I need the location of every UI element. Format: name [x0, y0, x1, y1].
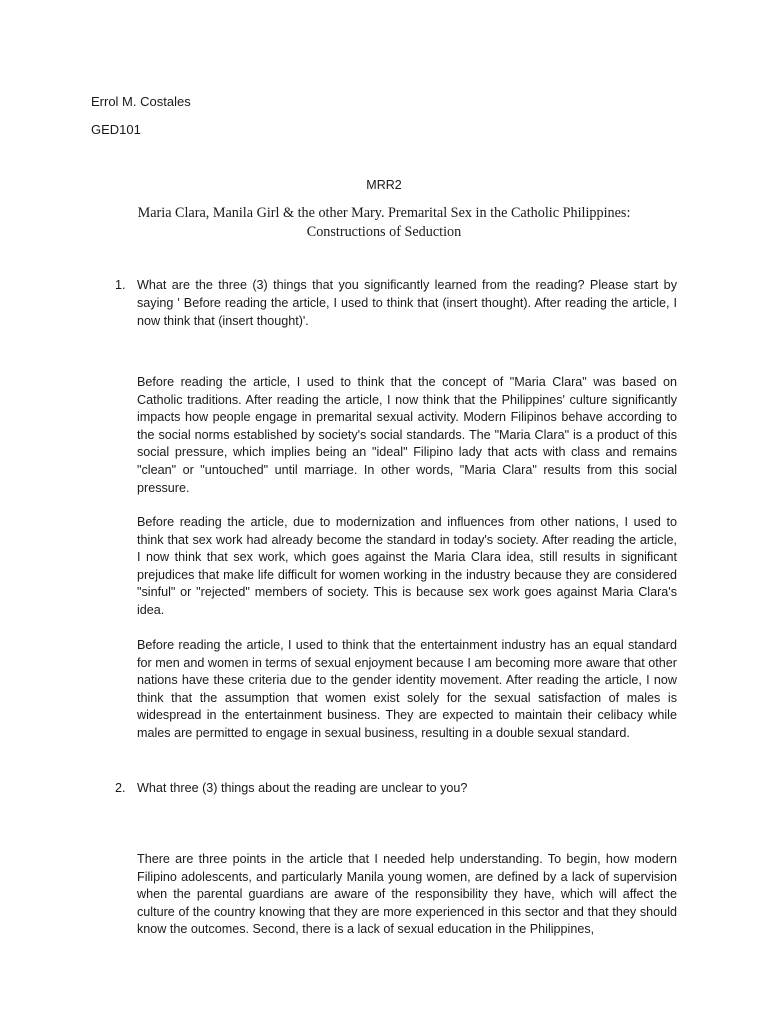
question-text: What are the three (3) things that you significantly learned from the reading? Please start by saying ' Before reading the article, I used to think that (insert thought). After reading the article, I now think that (insert thought)'.: [137, 278, 677, 328]
question-text: What three (3) things about the reading are unclear to you?: [137, 781, 468, 795]
question-2: [115, 780, 677, 798]
answer-paragraph: Before reading the article, I used to think that the concept of "Maria Clara" was based on Catholic traditions. After reading the article, I now think that the Philippines' culture significantly impacts how people engage in premarital sexual activity. Modern Filipinos behave according to the social norms established by society's social standards. The "Maria Clara" is a product of this social pressure, which implies being an "ideal" Filipino lady that acts with class and remains "clean" or "untouched" until marriage. In other words, "Maria Clara" results from this social pressure.: [137, 375, 677, 495]
document-title: Maria Clara, Manila Girl & the other Mary. Premarital Sex in the Catholic Philippines: Constructions of Seduction: [137, 205, 631, 240]
document-code: MRR2: [366, 178, 402, 192]
answer-paragraph: There are three points in the article that I needed help understanding. To begin, how modern Filipino adolescents, and particularly Manila young women, are defined by a lack of supervision when the parental guardians are aware of the responsibility they have, which will affect the culture of the country knowing that they are more experienced in this sector and that they should know the outcomes. Second, there is a lack of sexual education in the Philippines,: [137, 852, 677, 937]
question-1: [115, 277, 677, 330]
question-number: 2.: [115, 781, 126, 795]
answer-paragraph: Before reading the article, due to modernization and influences from other nations, I used to think that sex work had already become the standard in today's society. After reading the article, I now think that sex work, which goes against the Maria Clara idea, still results in significant prejudices that make life difficult for women working in the industry because they are considered "sinful" or "rejected" members of society. This is because sex work goes against Maria Clara's idea.: [137, 515, 677, 617]
author-name: Errol M. Costales: [91, 94, 191, 109]
course-code: GED101: [91, 122, 141, 137]
answer-paragraph: Before reading the article, I used to think that the entertainment industry has an equal standard for men and women in terms of sexual enjoyment because I am becoming more aware that other nations have these criteria due to the gender identity movement. After reading the article, I now think that the assumption that women exist solely for the sexual satisfaction of males is widespread in the entertainment business. They are expected to maintain their celibacy while males are permitted to engage in sexual business, resulting in a double sexual standard.: [137, 638, 677, 740]
question-number: 1.: [115, 278, 126, 292]
